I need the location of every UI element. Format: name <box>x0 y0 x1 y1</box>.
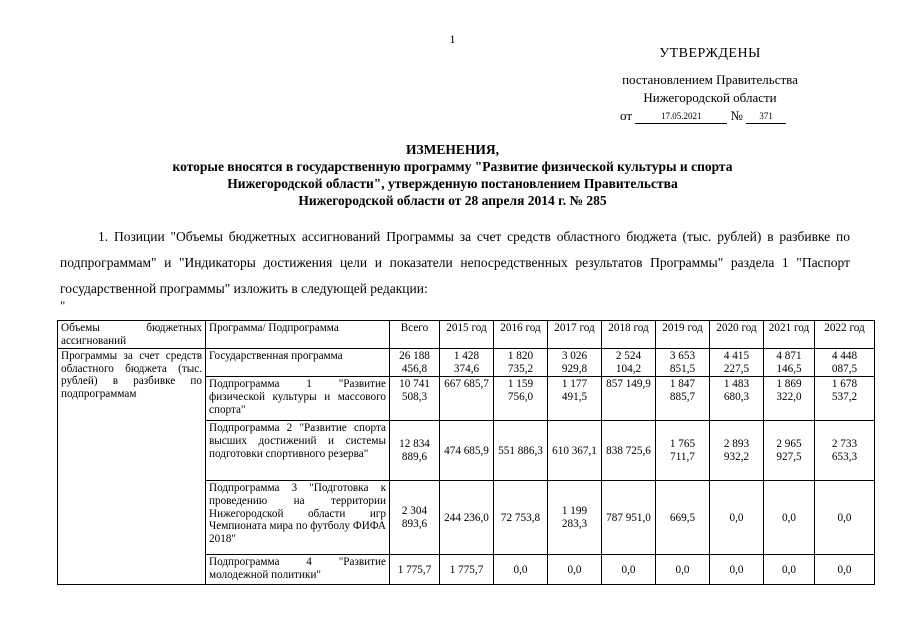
year-cell: 1 869 322,0 <box>764 377 815 421</box>
number-label: № <box>730 108 743 123</box>
header-year: 2016 год <box>494 321 548 349</box>
header-allocations: Объемы бюджетных ассигнований <box>58 321 206 349</box>
year-cell: 2 524 104,2 <box>602 349 656 377</box>
year-cell: 1 765 711,7 <box>656 421 710 481</box>
year-cell: 2 893 932,2 <box>710 421 764 481</box>
year-cell: 4 448 087,5 <box>815 349 875 377</box>
paragraph-1: 1. Позиции "Объемы бюджетных ассигнований Программы за счет средств областного бюджета (тыс. рублей) в разбивке по подпрограммам" и "Индикаторы достижения цели и показатели непосредственных результатов Программы" раздела 1 "Паспорт государственной программы" изложить в следующей редакции: <box>60 229 850 296</box>
year-cell: 1 820 735,2 <box>494 349 548 377</box>
subprogram-name: Подпрограмма 2 "Развитие спорта высших достижений и системы подготовки спортивного резерва" <box>206 421 390 481</box>
heading-line-4: Нижегородской области от 28 апреля 2014 г. № 285 <box>298 193 607 208</box>
year-cell: 1 177 491,5 <box>548 377 602 421</box>
year-cell: 667 685,7 <box>440 377 494 421</box>
header-year: 2022 год <box>815 321 875 349</box>
year-cell: 1 847 885,7 <box>656 377 710 421</box>
program-name: Государственная программа <box>206 349 390 377</box>
approval-number: 371 <box>746 111 786 124</box>
header-year: 2021 год <box>764 321 815 349</box>
row-label-allocations: Программы за счет средств областного бюджета (тыс. рублей) в разбивке по подпрограммам <box>58 349 206 585</box>
year-cell: 0,0 <box>656 555 710 585</box>
header-year: 2015 год <box>440 321 494 349</box>
year-cell: 4 415 227,5 <box>710 349 764 377</box>
approval-date: 17.05.2021 <box>635 111 727 124</box>
from-label: от <box>620 108 633 123</box>
year-cell: 72 753,8 <box>494 481 548 555</box>
year-cell: 1 678 537,2 <box>815 377 875 421</box>
year-cell: 244 236,0 <box>440 481 494 555</box>
heading-line-1: ИЗМЕНЕНИЯ, <box>405 142 499 157</box>
header-total: Всего <box>390 321 440 349</box>
total-cell: 10 741 508,3 <box>390 377 440 421</box>
year-cell: 551 886,3 <box>494 421 548 481</box>
header-year: 2020 год <box>710 321 764 349</box>
year-cell: 0,0 <box>815 555 875 585</box>
year-cell: 4 871 146,5 <box>764 349 815 377</box>
header-year: 2018 год <box>602 321 656 349</box>
approval-title: УТВЕРЖДЕНЫ <box>659 46 761 61</box>
total-cell: 1 775,7 <box>390 555 440 585</box>
year-cell: 2 965 927,5 <box>764 421 815 481</box>
year-cell: 0,0 <box>710 481 764 555</box>
year-cell: 3 653 851,5 <box>656 349 710 377</box>
year-cell: 0,0 <box>548 555 602 585</box>
heading-line-2: которые вносятся в государственную программу "Развитие физической культуры и спорта <box>172 159 733 174</box>
heading-line-3: Нижегородской области", утвержденную постановлением Правительства <box>227 176 678 191</box>
table-row <box>58 349 875 377</box>
year-cell: 669,5 <box>656 481 710 555</box>
year-cell: 0,0 <box>710 555 764 585</box>
year-cell: 1 428 374,6 <box>440 349 494 377</box>
year-cell: 1 483 680,3 <box>710 377 764 421</box>
year-cell: 610 367,1 <box>548 421 602 481</box>
subprogram-name: Подпрограмма 4 "Развитие молодежной политики" <box>206 555 390 585</box>
year-cell: 1 159 756,0 <box>494 377 548 421</box>
total-cell: 12 834 889,6 <box>390 421 440 481</box>
approval-date-line <box>620 108 786 124</box>
document-heading <box>0 141 905 209</box>
year-cell: 474 685,9 <box>440 421 494 481</box>
approval-line-2: Нижегородской области <box>643 90 777 105</box>
total-cell: 2 304 893,6 <box>390 481 440 555</box>
budget-table <box>57 320 875 585</box>
year-cell: 838 725,6 <box>602 421 656 481</box>
year-cell: 0,0 <box>494 555 548 585</box>
year-cell: 0,0 <box>764 481 815 555</box>
header-year: 2017 год <box>548 321 602 349</box>
total-cell: 26 188 456,8 <box>390 349 440 377</box>
year-cell: 787 951,0 <box>602 481 656 555</box>
year-cell: 1 199 283,3 <box>548 481 602 555</box>
year-cell: 3 026 929,8 <box>548 349 602 377</box>
table-header-row <box>58 321 875 349</box>
approval-line-1: постановлением Правительства <box>622 72 798 87</box>
page-number: 1 <box>449 32 456 46</box>
year-cell: 2 733 653,3 <box>815 421 875 481</box>
header-year: 2019 год <box>656 321 710 349</box>
open-quote: " <box>60 298 66 313</box>
subprogram-name: Подпрограмма 3 "Подготовка к проведению на территории Нижегородской области игр Чемпионата мира по футболу ФИФА 2018" <box>206 481 390 555</box>
year-cell: 1 775,7 <box>440 555 494 585</box>
subprogram-name: Подпрограмма 1 "Развитие физической культуры и массового спорта" <box>206 377 390 421</box>
year-cell: 0,0 <box>764 555 815 585</box>
year-cell: 0,0 <box>815 481 875 555</box>
year-cell: 0,0 <box>602 555 656 585</box>
year-cell: 857 149,9 <box>602 377 656 421</box>
header-program: Программа/ Подпрограмма <box>206 321 390 349</box>
